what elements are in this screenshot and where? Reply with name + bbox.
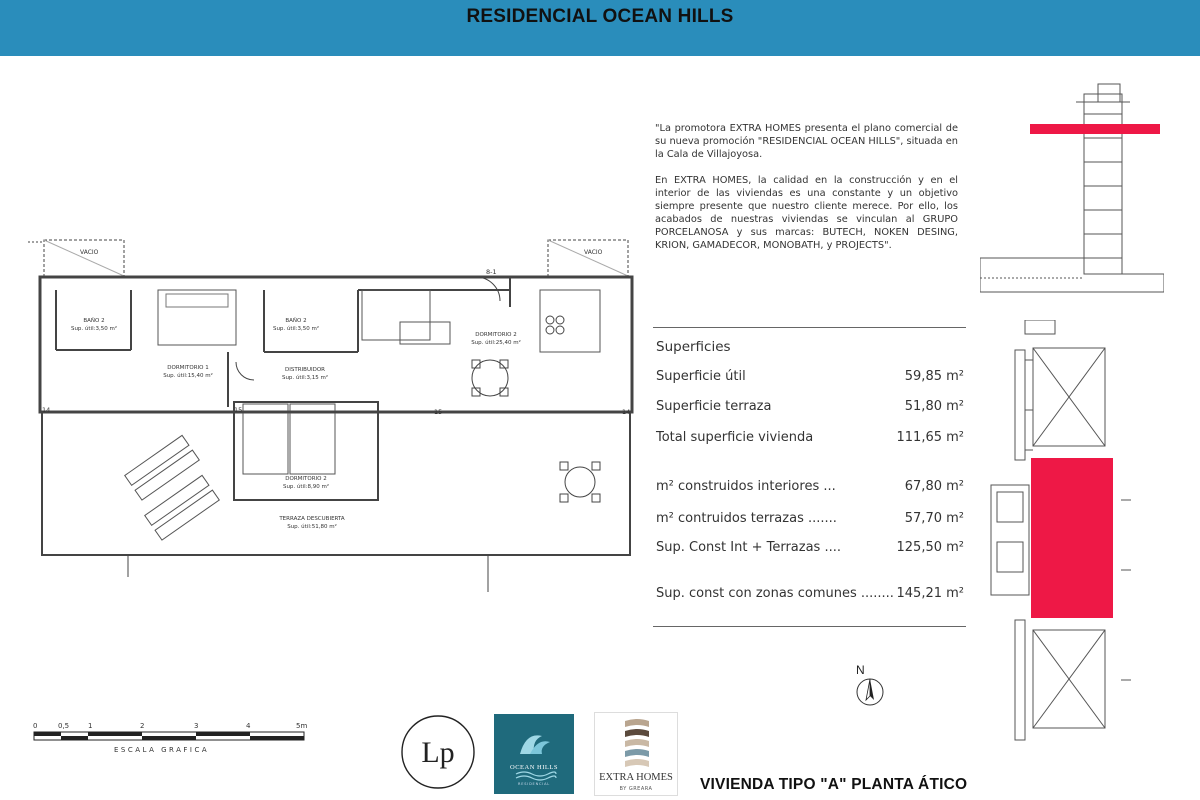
surface-row-total bbox=[656, 430, 964, 445]
extra-homes-logo-sub: BY GREARA bbox=[619, 786, 653, 792]
surface-row-terraza bbox=[656, 399, 964, 414]
dormitorio-big-area: Sup. útil:25,40 m² bbox=[471, 340, 521, 346]
bano-2-area: Sup. útil:3,50 m² bbox=[272, 326, 320, 332]
surface-label: m² construidos interiores ... bbox=[656, 479, 836, 494]
surface-value: 145,21 m² bbox=[896, 586, 964, 601]
mark-15-left: 15 bbox=[234, 406, 243, 414]
surfaces-top-rule bbox=[653, 327, 966, 328]
surface-label: Sup. Const Int + Terrazas .... bbox=[656, 540, 841, 555]
scale-tick-label: 0 bbox=[33, 722, 38, 730]
scale-tick-label: 1 bbox=[88, 722, 93, 730]
surface-value: 67,80 m² bbox=[904, 479, 964, 494]
compass-north-label: N bbox=[856, 663, 865, 677]
mark-14-left: 14 bbox=[42, 406, 51, 414]
vacio-right-label: VACIO bbox=[584, 249, 603, 256]
dormitorio-small-name: DORMITORIO 2 bbox=[285, 476, 327, 482]
surface-value: 111,65 m² bbox=[896, 430, 964, 445]
dormitorio-small-area: Sup. útil:8,90 m² bbox=[282, 484, 330, 490]
ocean-hills-logo-sub: RESIDENCIAL bbox=[517, 782, 551, 786]
scale-caption: ESCALA GRAFICA bbox=[114, 746, 210, 754]
dormitorio-big-name: DORMITORIO 2 bbox=[475, 332, 517, 338]
intro-text bbox=[655, 122, 958, 252]
surface-value: 51,80 m² bbox=[904, 399, 964, 414]
site-plan bbox=[985, 320, 1145, 770]
scale-tick-label: 4 bbox=[246, 722, 251, 730]
unit-type-title: VIVIENDA TIPO "A" PLANTA ÁTICO bbox=[700, 776, 968, 793]
terraza-area: Sup. útil:51,80 m² bbox=[287, 524, 337, 530]
architect-logo bbox=[398, 712, 478, 792]
surface-row-const-int-terrazas bbox=[656, 540, 964, 555]
ocean-hills-logo bbox=[494, 714, 574, 794]
intro-paragraph-2: En EXTRA HOMES, la calidad en la construcción y en el interior de las viviendas es una constante y un objetivo siempre presente que nuestro cliente merece. Por ello, los acabados de nuestras viviendas se vinculan al GRUPO PORCELANOSA y sus marcas: BUTECH, NOKEN DESING, KRION, GAMADECOR, MONOBATH, y PROJECTS". bbox=[655, 175, 958, 251]
surface-value: 125,50 m² bbox=[896, 540, 964, 555]
bano-1-area: Sup. útil:3,50 m² bbox=[70, 326, 118, 332]
distribuidor-name: DISTRIBUIDOR bbox=[285, 367, 325, 373]
surface-row-util bbox=[656, 369, 964, 384]
intro-paragraph-1: "La promotora EXTRA HOMES presenta el plano comercial de su nueva promoción "RESIDENCIAL OCEAN HILLS", situada en la Cala de Villajoyosa. bbox=[655, 123, 958, 160]
extra-homes-logo-name: EXTRA HOMES bbox=[599, 772, 673, 783]
surfaces-heading: Superficies bbox=[656, 339, 731, 355]
site-plan-drawing bbox=[985, 320, 1145, 770]
bano-2-name: BAÑO 2 bbox=[285, 318, 307, 324]
surface-label: Total superficie vivienda bbox=[656, 430, 814, 445]
building-section-drawing bbox=[980, 82, 1164, 302]
surface-row-zonas-comunes bbox=[656, 586, 964, 601]
surface-label: Superficie útil bbox=[656, 369, 746, 384]
bano-1-name: BAÑO 2 bbox=[83, 318, 105, 324]
lp-logo-icon bbox=[398, 712, 478, 792]
highlight-unit-block bbox=[1031, 458, 1113, 618]
compass-icon bbox=[848, 662, 888, 712]
dormitorio-1-name: DORMITORIO 1 bbox=[167, 365, 209, 371]
level-mark: 8-1 bbox=[486, 268, 497, 276]
scale-tick-label: 5m bbox=[296, 722, 308, 730]
surface-value: 57,70 m² bbox=[904, 511, 964, 526]
dormitorio-1-area: Sup. útil:15,40 m² bbox=[163, 373, 213, 379]
scale-tick-label: 2 bbox=[140, 722, 145, 730]
extra-homes-logo bbox=[594, 712, 678, 796]
terraza-name: TERRAZA DESCUBIERTA bbox=[279, 516, 345, 522]
surface-row-const-int bbox=[656, 479, 964, 494]
lp-logo-letters: Lp bbox=[421, 736, 455, 769]
page-title: RESIDENCIAL OCEAN HILLS bbox=[466, 6, 734, 27]
graphic-scale-drawing bbox=[28, 718, 328, 763]
surface-label: Sup. const con zonas comunes ........ bbox=[656, 586, 894, 601]
mark-15-right: 15 bbox=[434, 408, 443, 416]
north-compass bbox=[848, 662, 888, 712]
scale-tick-label: 0,5 bbox=[58, 722, 70, 730]
highlight-floor-band bbox=[1030, 124, 1160, 134]
header-bar bbox=[0, 0, 1200, 56]
floor-plan-drawing bbox=[28, 232, 652, 612]
building-section bbox=[980, 82, 1164, 302]
surface-row-const-terrazas bbox=[656, 511, 964, 526]
floor-plan bbox=[28, 232, 652, 612]
vacio-left-label: VACIO bbox=[80, 249, 99, 256]
distribuidor-area: Sup. útil:3,15 m² bbox=[281, 375, 329, 381]
ocean-hills-logo-name: OCEAN HILLS bbox=[510, 764, 558, 771]
surface-value: 59,85 m² bbox=[904, 369, 964, 384]
mark-14-right: 14 bbox=[622, 408, 631, 416]
surfaces-table bbox=[653, 327, 966, 627]
surfaces-bottom-rule bbox=[653, 626, 966, 627]
surface-label: Superficie terraza bbox=[656, 399, 772, 414]
scale-tick-label: 3 bbox=[194, 722, 199, 730]
graphic-scale bbox=[28, 718, 328, 763]
surface-label: m² contruidos terrazas ....... bbox=[656, 511, 837, 526]
